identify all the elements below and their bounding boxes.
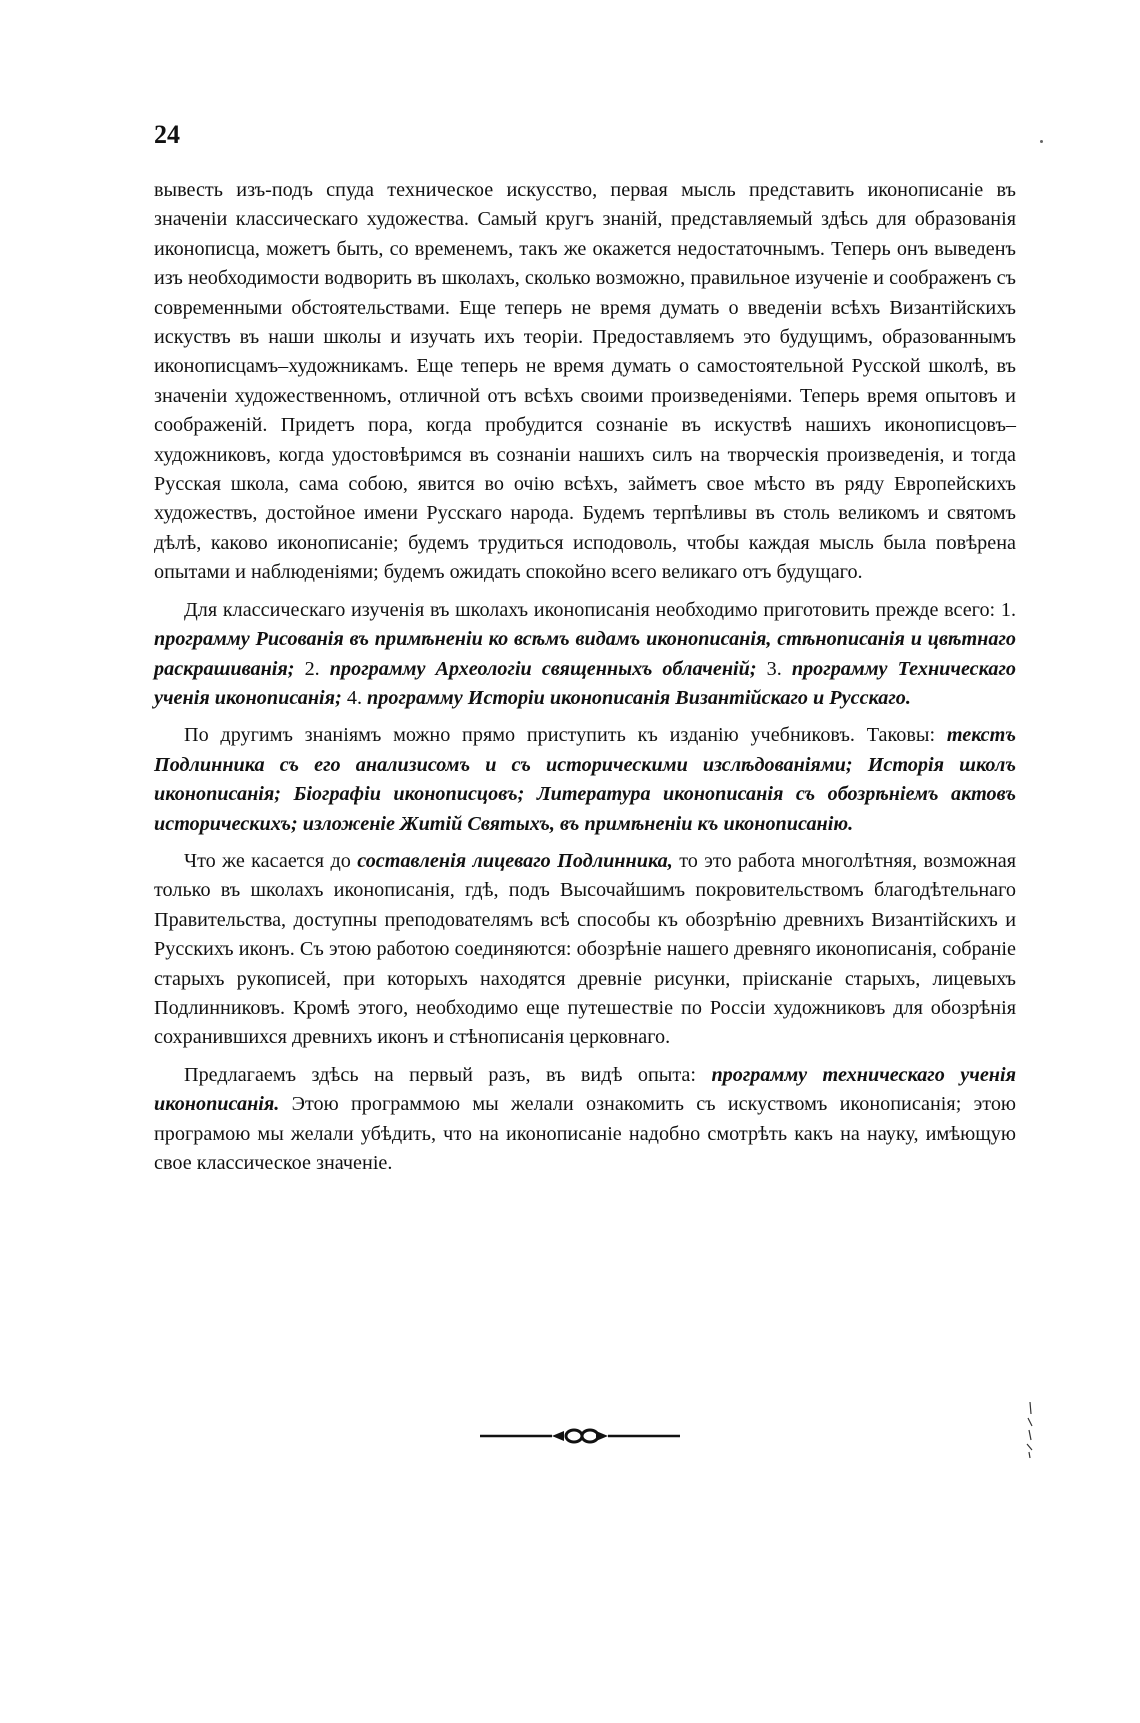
italic-run: составленія лицеваго Подлинника, (357, 849, 673, 872)
italic-run: программу Археологіи священныхъ облаченій; (329, 657, 757, 680)
paragraph-3 (154, 721, 1016, 839)
italic-run: программу Техническаго ученія иконописанія; (154, 657, 1017, 709)
text-run: 2. (294, 657, 330, 680)
italic-run: программу техническаго ученія иконописанія. (154, 1063, 1016, 1116)
italic-run: текстъ Подлинника съ его анализисомъ и съ историческими изслѣдованіями; Исторія школъ иконописанія; Біографіи иконописцовъ; Литература иконописанія съ обозрѣніемъ актовъ историческихъ; изложеніе Житій Святыхъ, въ примѣненіи къ иконописанію. (154, 724, 1016, 835)
text-run: 3. (756, 657, 792, 680)
italic-run: программу Исторіи иконописанія Византійскаго и Русскаго. (367, 686, 911, 709)
text-run: Что же касается до (184, 849, 358, 872)
text-run: Предлагаемъ здѣсь на первый разъ, въ видѣ опыта: (184, 1063, 712, 1086)
text-run: 4. (341, 686, 368, 709)
margin-scribble (1020, 1400, 1040, 1460)
text-run: вывесть изъ-подъ спуда техническое искусство, первая мысль представить иконописаніе въ значеніи классическаго художества. Самый кругъ знаній, представляемый здѣсь для образованія иконописца, можетъ быть, со временемъ, такъ же окажется недостаточнымъ. Теперь онъ выведенъ изъ необходимости водворить въ школахъ, сколько возможно, правильное изученіе и соображенъ съ современными обстоятельствами. Еще теперь не время думать о введеніи всѣхъ Византійскихъ искуствъ въ наши школы и изучать ихъ теоріи. Предоставляемъ это будущимъ, образованнымъ иконописцамъ–художникамъ. Еще теперь не время думать о самостоятельной Русской школѣ, въ значеніи художественномъ, отличной отъ всѣхъ своими произведеніями. Теперь время опытовъ и соображеній. Придетъ пора, когда пробудится сознаніе въ искуствѣ нашихъ иконописцовъ–художниковъ, когда удостовѣримся въ сознаніи нашихъ силъ на творческія произведенія, и тогда Русская школа, сама собою, явится во очію всѣхъ, займетъ свое мѣсто въ ряду Европейскихъ художествъ, достойное имени Русскаго народа. Будемъ терпѣливы въ столь великомъ и святомъ дѣлѣ, каково иконописаніе; будемъ трудиться исподоволь, чтобы каждая мысль была повѣрена опытами и наблюденіями; будемъ ожидать спокойно всего великаго отъ будущаго. (154, 179, 1016, 584)
margin-dot (1040, 140, 1043, 143)
text-run: Этою программою мы желали ознакомить съ искуствомъ иконописанія; этою програмою мы желали убѣдить, что на иконописаніе надобно смотрѣть какъ на науку, имѣющую свое классическое значеніе. (154, 1093, 1016, 1174)
paragraph-5 (154, 1061, 1016, 1179)
paragraph-2 (154, 596, 1016, 714)
body-text (154, 176, 1016, 1186)
paragraph-4 (154, 847, 1016, 1053)
page-number: 24 (154, 120, 180, 149)
ornament-divider (480, 1428, 680, 1444)
text-run: По другимъ знаніямъ можно прямо приступить къ изданію учебниковъ. Таковы: (184, 724, 947, 747)
paragraph-1 (154, 176, 1016, 588)
italic-run: программу Рисованія въ примѣненіи ко всѣмъ видамъ иконописанія, стѣнописанія и цвѣтнаго раскрашиванія; (154, 628, 1016, 680)
text-run: Для классическаго изученія въ школахъ иконописанія необходимо приготовить прежде всего: 1. (184, 598, 1016, 621)
text-run: то это работа многолѣтняя, возможная только въ школахъ иконописанія, гдѣ, подъ Высочайшимъ покровительствомъ благодѣтельнаго Правительства, доступны преподователямъ всѣ способы къ обозрѣнію древнихъ Византійскихъ и Русскихъ иконъ. Съ этою работою соединяются: обозрѣніе нашего древняго иконописанія, собраніе старыхъ рукописей, при которыхъ находятся древніе рисунки, пріисканіе старыхъ, лицевыхъ Подлинниковъ. Кромѣ этого, необходимо еще путешествіе по Россіи художниковъ для обозрѣнія сохранившихся древнихъ иконъ и стѣнописанія церковнаго. (154, 849, 1016, 1049)
